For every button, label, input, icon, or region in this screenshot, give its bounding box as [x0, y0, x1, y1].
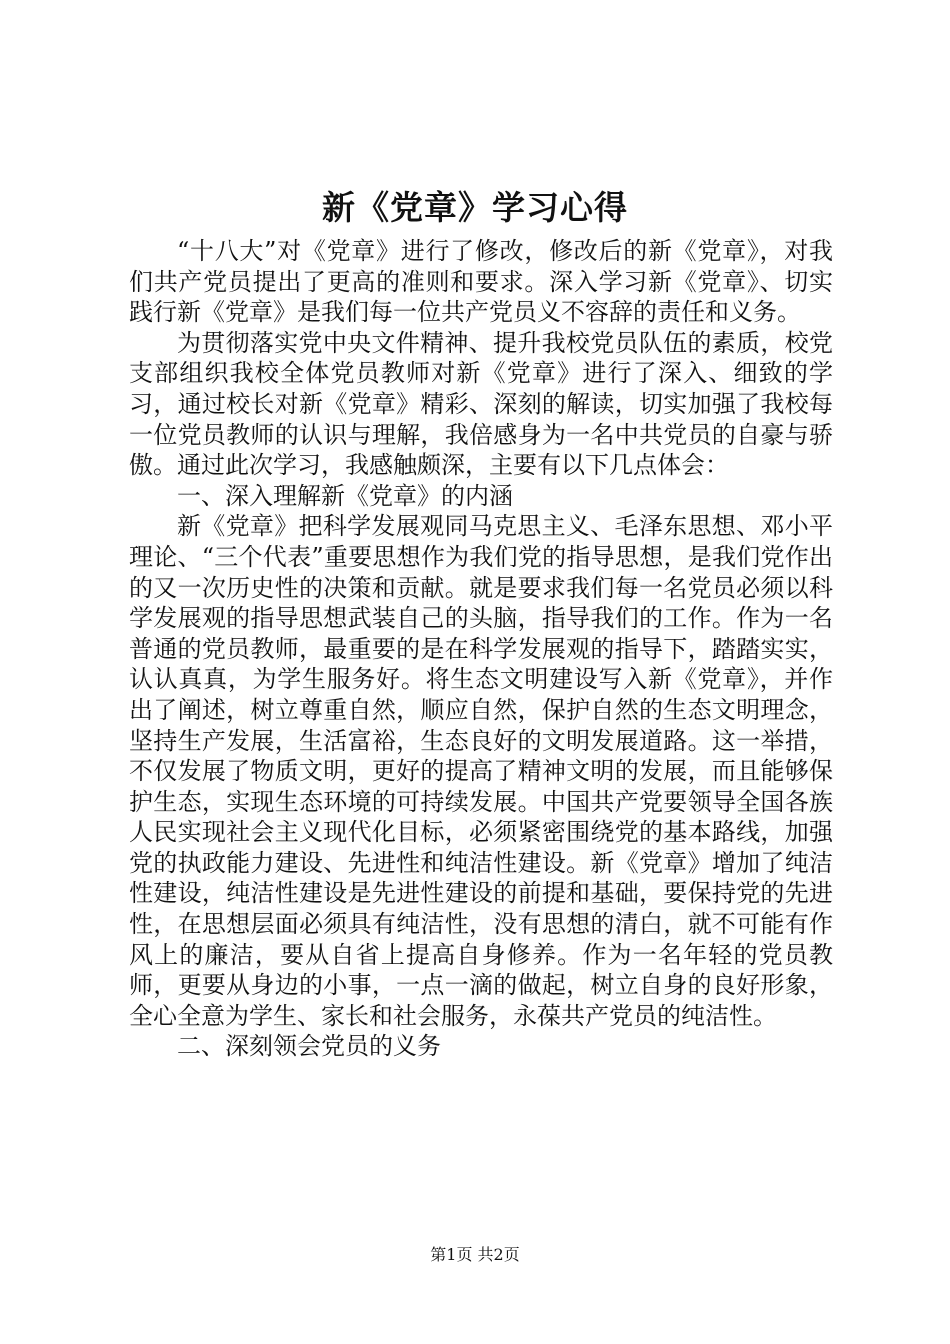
paragraph-background: 为贯彻落实党中央文件精神、提升我校党员队伍的素质，校党支部组织我校全体党员教师对新《党章》进行了深入、细致的学习，通过校长对新《党章》精彩、深刻的解读，切实加强了我校每一位党员教师的认识与理解，我倍感身为一名中共党员的自豪与骄傲。通过此次学习，我感触颇深，主要有以下几点体会： — [129, 328, 833, 480]
section-heading-1: 一、深入理解新《党章》的内涵 — [177, 481, 513, 510]
paragraph-section-1: 新《党章》把科学发展观同马克思主义、毛泽东思想、邓小平理论、“三个代表”重要思想作为我们党的指导思想，是我们党作出的又一次历史性的决策和贡献。就是要求我们每一名党员必须以科学发展观的指导思想武装自己的头脑，指导我们的工作。作为一名普通的党员教师，最重要的是在科学发展观的指导下，踏踏实实，认认真真，为学生服务好。将生态文明建设写入新《党章》，并作出了阐述，树立尊重自然，顺应自然，保护自然的生态文明理念，坚持生产发展，生活富裕，生态良好的文明发展道路。这一举措，不仅发展了物质文明，更好的提高了精神文明的发展，而且能够保护生态，实现生态环境的可持续发展。中国共产党要领导全国各族人民实现社会主义现代化目标，必须紧密围绕党的基本路线，加强党的执政能力建设、先进性和纯洁性建设。新《党章》增加了纯洁性建设，纯洁性建设是先进性建设的前提和基础，要保持党的先进性，在思想层面必须具有纯洁性，没有思想的清白，就不可能有作风上的廉洁，要从自省上提高自身修养。作为一名年轻的党员教师，更要从身边的小事，一点一滴的做起，树立自身的良好形象，全心全意为学生、家长和社会服务，永葆共产党员的纯洁性。 — [129, 512, 833, 1030]
page-number-footer: 第1页 共2页 — [430, 1245, 520, 1264]
section-heading-2: 二、深刻领会党员的义务 — [177, 1032, 441, 1061]
document-body — [129, 236, 833, 1062]
document-title: 新《党章》学习心得 — [322, 188, 628, 227]
paragraph-intro: “十八大”对《党章》进行了修改，修改后的新《党章》，对我们共产党员提出了更高的准则和要求。深入学习新《党章》、切实践行新《党章》是我们每一位共产党员义不容辞的责任和义务。 — [129, 237, 833, 327]
